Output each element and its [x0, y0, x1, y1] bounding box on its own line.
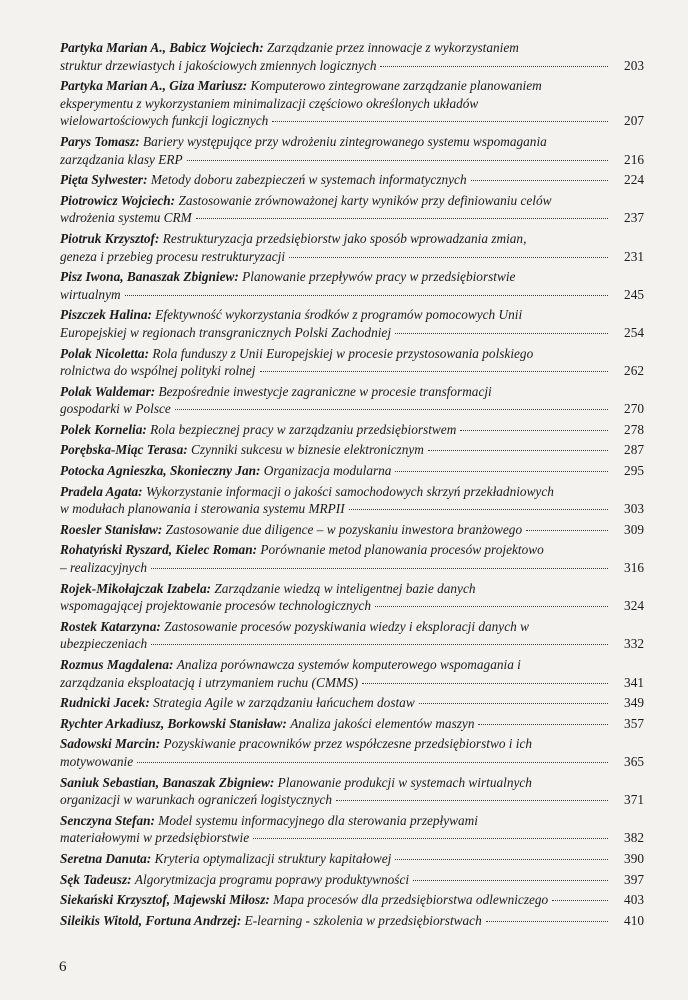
- entry-page-number: 270: [624, 401, 644, 417]
- toc-entry-line: [60, 324, 644, 342]
- toc-entry-line: [60, 791, 644, 809]
- entry-title-text: – realizacyjnych: [60, 560, 148, 576]
- toc-entry: [60, 735, 644, 770]
- entry-title-text: Zastosowanie procesów pozyskiwania wiedzy i eksploracji danych w: [164, 618, 529, 634]
- entry-title-text: Algorytmizacja programu poprawy produktywności: [134, 871, 410, 887]
- entry-title-text: Analiza jakości elementów maszyn: [290, 715, 475, 731]
- toc-entry: [60, 618, 644, 653]
- table-of-contents: [60, 39, 644, 932]
- entry-title-text: Model systemu informacyjnego dla sterowania przepływami: [158, 812, 478, 828]
- entry-page-number: 357: [624, 715, 644, 731]
- entry-title-text: wirtualnym: [60, 286, 121, 302]
- entry-authors: Sęk Tadeusz:: [60, 871, 132, 887]
- toc-entry-line: [60, 462, 644, 480]
- toc-entry-line: [60, 715, 644, 733]
- entry-page-number: 397: [624, 871, 644, 887]
- toc-entry-line: [60, 753, 644, 771]
- entry-page-number: 295: [624, 463, 644, 479]
- entry-authors: Polek Kornelia:: [60, 421, 147, 437]
- entry-page-number: 207: [624, 113, 644, 129]
- leader-dots: [336, 800, 608, 801]
- entry-title-text: Planowanie przepływów pracy w przedsiębiorstwie: [242, 269, 516, 285]
- leader-dots: [187, 160, 608, 161]
- entry-page-number: 245: [624, 286, 644, 302]
- toc-entry-line: [60, 891, 644, 909]
- entry-page-number: 203: [624, 57, 644, 73]
- entry-title-text: struktur drzewiastych i jakościowych zmiennych logicznych: [60, 57, 377, 73]
- entry-title-text: Restrukturyzacja przedsiębiorstw jako sposób wprowadzania zmian,: [162, 230, 527, 246]
- leader-dots: [151, 644, 608, 645]
- entry-page-number: 390: [624, 850, 644, 866]
- toc-entry-line: [60, 248, 644, 266]
- entry-authors: Pięta Sylwester:: [60, 172, 148, 188]
- entry-title-text: Analiza porównawcza systemów komputerowego wspomagania i: [176, 657, 521, 672]
- toc-entry-line: [60, 171, 644, 189]
- entry-page-number: 316: [624, 560, 644, 576]
- entry-title-text: motywowanie: [60, 753, 134, 769]
- leader-dots: [125, 295, 608, 296]
- entry-page-number: 332: [624, 636, 644, 652]
- toc-entry: [60, 192, 644, 227]
- entry-title-text: Wykorzystanie informacji o jakości samochodowych skrzyń przekładniowych: [145, 483, 554, 499]
- toc-entry: [60, 850, 644, 868]
- toc-entry: [60, 891, 644, 909]
- leader-dots: [289, 257, 608, 258]
- toc-entry-line: [60, 635, 644, 653]
- entry-authors: Pradela Agata:: [60, 483, 143, 499]
- toc-entry: [60, 715, 644, 733]
- entry-title-text: w modułach planowania i sterowania systemu MRPII: [60, 501, 345, 517]
- toc-entry: [60, 268, 644, 303]
- entry-page-number: 231: [624, 248, 644, 264]
- leader-dots: [349, 509, 608, 510]
- leader-dots: [362, 683, 608, 684]
- toc-entry: [60, 912, 644, 930]
- toc-entry-line: [60, 674, 644, 692]
- leader-dots: [380, 66, 608, 67]
- entry-authors: Rozmus Magdalena:: [60, 657, 174, 672]
- entry-authors: Piszczek Halina:: [60, 307, 152, 323]
- entry-authors: Partyka Marian A., Giza Mariusz:: [60, 78, 248, 94]
- entry-title-text: Rola bezpiecznej pracy w zarządzaniu przedsiębiorstwem: [150, 421, 457, 437]
- entry-page-number: 216: [624, 151, 644, 167]
- leader-dots: [375, 606, 608, 607]
- entry-authors: Siekański Krzysztof, Majewski Miłosz:: [60, 892, 270, 908]
- entry-authors: Rohatyński Ryszard, Kielec Roman:: [60, 542, 258, 558]
- leader-dots: [137, 762, 608, 763]
- leader-dots: [478, 724, 608, 725]
- toc-entry-line: [60, 112, 644, 130]
- toc-entry-line: [60, 618, 644, 636]
- entry-authors: Parys Tomasz:: [60, 133, 140, 149]
- leader-dots: [486, 921, 608, 922]
- toc-entry: [60, 133, 644, 168]
- toc-entry-line: [60, 774, 644, 792]
- toc-entry-line: [60, 597, 644, 615]
- toc-entry-line: [60, 812, 644, 830]
- toc-entry-line: [60, 57, 644, 75]
- entry-authors: Roesler Stanisław:: [60, 521, 163, 537]
- entry-title-text: gospodarki w Polsce: [60, 401, 171, 417]
- toc-entry: [60, 774, 644, 809]
- leader-dots: [471, 180, 608, 181]
- toc-entry: [60, 521, 644, 539]
- entry-authors: Seretna Danuta:: [60, 850, 152, 866]
- entry-page-number: 254: [624, 324, 644, 340]
- entry-authors: Polak Nicoletta:: [60, 345, 149, 361]
- toc-entry-line: [60, 871, 644, 889]
- leader-dots: [526, 530, 608, 531]
- entry-title-text: Strategia Agile w zarządzaniu łańcuchem dostaw: [153, 695, 415, 711]
- entry-page-number: 237: [624, 210, 644, 226]
- entry-authors: Rudnicki Jacek:: [60, 695, 150, 711]
- toc-entry: [60, 39, 644, 74]
- toc-entry: [60, 383, 644, 418]
- entry-title-text: rolnictwa do wspólnej polityki rolnej: [60, 363, 256, 379]
- toc-entry: [60, 421, 644, 439]
- entry-page-number: 324: [624, 598, 644, 614]
- toc-entry-line: [60, 192, 644, 210]
- toc-entry: [60, 541, 644, 576]
- entry-authors: Porębska-Miąc Terasa:: [60, 442, 188, 458]
- entry-title-text: Czynniki sukcesu w biznesie elektronicznym: [191, 442, 424, 458]
- page-number: 6: [59, 959, 67, 975]
- entry-title-text: Organizacja modularna: [263, 463, 392, 479]
- leader-dots: [260, 371, 609, 372]
- toc-entry: [60, 345, 644, 380]
- entry-title-text: E-learning - szkolenia w przedsiębiorstwach: [244, 912, 482, 928]
- entry-authors: Sadowski Marcin:: [60, 736, 161, 752]
- entry-title-text: Bezpośrednie inwestycje zagraniczne w procesie transformacji: [158, 383, 492, 399]
- entry-title-text: ubezpieczeniach: [60, 636, 148, 652]
- entry-page-number: 371: [624, 792, 644, 808]
- toc-entry-line: [60, 268, 644, 286]
- leader-dots: [395, 859, 608, 860]
- toc-entry-line: [60, 39, 644, 57]
- toc-entry-line: [60, 559, 644, 577]
- entry-title-text: Efektywność wykorzystania środków z programów pomocowych Unii: [155, 307, 523, 323]
- toc-entry: [60, 230, 644, 265]
- entry-title-text: eksperymentu z wykorzystaniem minimalizacji częściowo określonych układów: [60, 95, 479, 111]
- toc-entry-line: [60, 850, 644, 868]
- toc-entry: [60, 483, 644, 518]
- leader-dots: [428, 450, 608, 451]
- entry-title-text: wdrożenia systemu CRM: [60, 210, 192, 226]
- toc-entry: [60, 812, 644, 847]
- toc-entry-line: [60, 133, 644, 151]
- toc-entry-line: [60, 912, 644, 930]
- entry-authors: Piotrowicz Wojciech:: [60, 192, 176, 208]
- entry-title-text: materiałowymi w przedsiębiorstwie: [60, 830, 250, 846]
- toc-entry: [60, 694, 644, 712]
- toc-entry-line: [60, 400, 644, 418]
- entry-authors: Potocka Agnieszka, Skonieczny Jan:: [60, 463, 261, 479]
- toc-entry-line: [60, 694, 644, 712]
- entry-authors: Sileikis Witold, Fortuna Andrzej:: [60, 912, 242, 928]
- entry-page-number: 303: [624, 501, 644, 517]
- toc-entry-line: [60, 77, 644, 95]
- leader-dots: [253, 838, 608, 839]
- entry-authors: Saniuk Sebastian, Banaszak Zbigniew:: [60, 774, 275, 790]
- toc-entry-line: [60, 541, 644, 559]
- entry-title-text: zarządzania klasy ERP: [60, 151, 183, 167]
- entry-title-text: organizacji w warunkach ograniczeń logistycznych: [60, 792, 333, 808]
- entry-authors: Partyka Marian A., Babicz Wojciech:: [60, 40, 264, 55]
- entry-page-number: 365: [624, 753, 644, 769]
- entry-page-number: 349: [624, 695, 644, 711]
- toc-entry: [60, 441, 644, 459]
- leader-dots: [196, 218, 608, 219]
- toc-entry: [60, 171, 644, 189]
- toc-entry-line: [60, 345, 644, 363]
- entry-authors: Rostek Katarzyna:: [60, 618, 161, 634]
- toc-entry-line: [60, 383, 644, 401]
- toc-entry: [60, 306, 644, 341]
- toc-entry-line: [60, 829, 644, 847]
- toc-entry-line: [60, 421, 644, 439]
- entry-title-text: Mapa procesów dla przedsiębiorstwa odlewniczego: [273, 892, 549, 908]
- leader-dots: [419, 703, 608, 704]
- toc-entry-line: [60, 151, 644, 169]
- entry-title-text: wspomagającej projektowanie procesów technologicznych: [60, 598, 372, 614]
- toc-entry-line: [60, 500, 644, 518]
- entry-page-number: 410: [624, 912, 644, 928]
- entry-authors: Pisz Iwona, Banaszak Zbigniew:: [60, 269, 239, 285]
- entry-page-number: 278: [624, 421, 644, 437]
- entry-page-number: 382: [624, 830, 644, 846]
- toc-entry-line: [60, 230, 644, 248]
- toc-entry-line: [60, 483, 644, 501]
- entry-title-text: Kryteria optymalizacji struktury kapitałowej: [154, 850, 392, 866]
- toc-entry-line: [60, 95, 644, 113]
- entry-title-text: Bariery występujące przy wdrożeniu zintegrowanego systemu wspomagania: [143, 133, 547, 149]
- toc-entry: [60, 580, 644, 615]
- toc-entry-line: [60, 441, 644, 459]
- entry-page-number: 403: [624, 892, 644, 908]
- entry-title-text: Metody doboru zabezpieczeń w systemach informatycznych: [150, 172, 467, 188]
- entry-authors: Rychter Arkadiusz, Borkowski Stanisław:: [60, 715, 287, 731]
- leader-dots: [175, 409, 608, 410]
- entry-title-text: Zarządzanie przez innowacje z wykorzystaniem: [266, 40, 519, 55]
- entry-authors: Senczyna Stefan:: [60, 812, 155, 828]
- leader-dots: [272, 121, 608, 122]
- entry-title-text: geneza i przebieg procesu restrukturyzacji: [60, 248, 286, 264]
- leader-dots: [151, 568, 608, 569]
- entry-title-text: Planowanie produkcji w systemach wirtualnych: [277, 774, 532, 790]
- entry-authors: Polak Waldemar:: [60, 383, 156, 399]
- leader-dots: [395, 333, 608, 334]
- leader-dots: [552, 900, 608, 901]
- toc-entry: [60, 77, 644, 130]
- entry-title-text: zarządzania eksploatacją i utrzymaniem ruchu (CMMS): [60, 674, 359, 690]
- toc-entry-line: [60, 580, 644, 598]
- entry-title-text: Komputerowo zintegrowane zarządzanie planowaniem: [250, 78, 542, 94]
- entry-title-text: Rola funduszy z Unii Europejskiej w procesie przystosowania polskiego: [152, 345, 534, 361]
- toc-entry-line: [60, 521, 644, 539]
- toc-entry: [60, 462, 644, 480]
- entry-title-text: Zastosowanie due diligence – w pozyskaniu inwestora branżowego: [165, 521, 523, 537]
- entry-page-number: 262: [624, 363, 644, 379]
- toc-entry: [60, 656, 644, 691]
- entry-page-number: 287: [624, 442, 644, 458]
- entry-title-text: Zarządzanie wiedzą w inteligentnej bazie danych: [214, 580, 476, 596]
- entry-title-text: Pozyskiwanie pracowników przez współczesne przedsiębiorstwo i ich: [163, 736, 533, 752]
- entry-page-number: 341: [624, 674, 644, 690]
- entry-title-text: wielowartościowych funkcji logicznych: [60, 113, 269, 129]
- toc-entry-line: [60, 362, 644, 380]
- toc-entry-line: [60, 735, 644, 753]
- entry-title-text: Porównanie metod planowania procesów projektowo: [260, 542, 544, 558]
- entry-authors: Rojek-Mikołajczak Izabela:: [60, 580, 212, 596]
- toc-entry: [60, 871, 644, 889]
- entry-title-text: Zastosowanie zrównoważonej karty wyników przy definiowaniu celów: [178, 192, 552, 208]
- leader-dots: [395, 471, 608, 472]
- leader-dots: [460, 430, 608, 431]
- entry-authors: Piotruk Krzysztof:: [60, 230, 160, 246]
- leader-dots: [413, 880, 608, 881]
- toc-entry-line: [60, 306, 644, 324]
- toc-entry-line: [60, 209, 644, 227]
- entry-title-text: Europejskiej w regionach transgranicznych Polski Zachodniej: [60, 324, 392, 340]
- entry-page-number: 224: [624, 172, 644, 188]
- entry-page-number: 309: [624, 521, 644, 537]
- toc-entry-line: [60, 286, 644, 304]
- toc-entry-line: [60, 656, 644, 674]
